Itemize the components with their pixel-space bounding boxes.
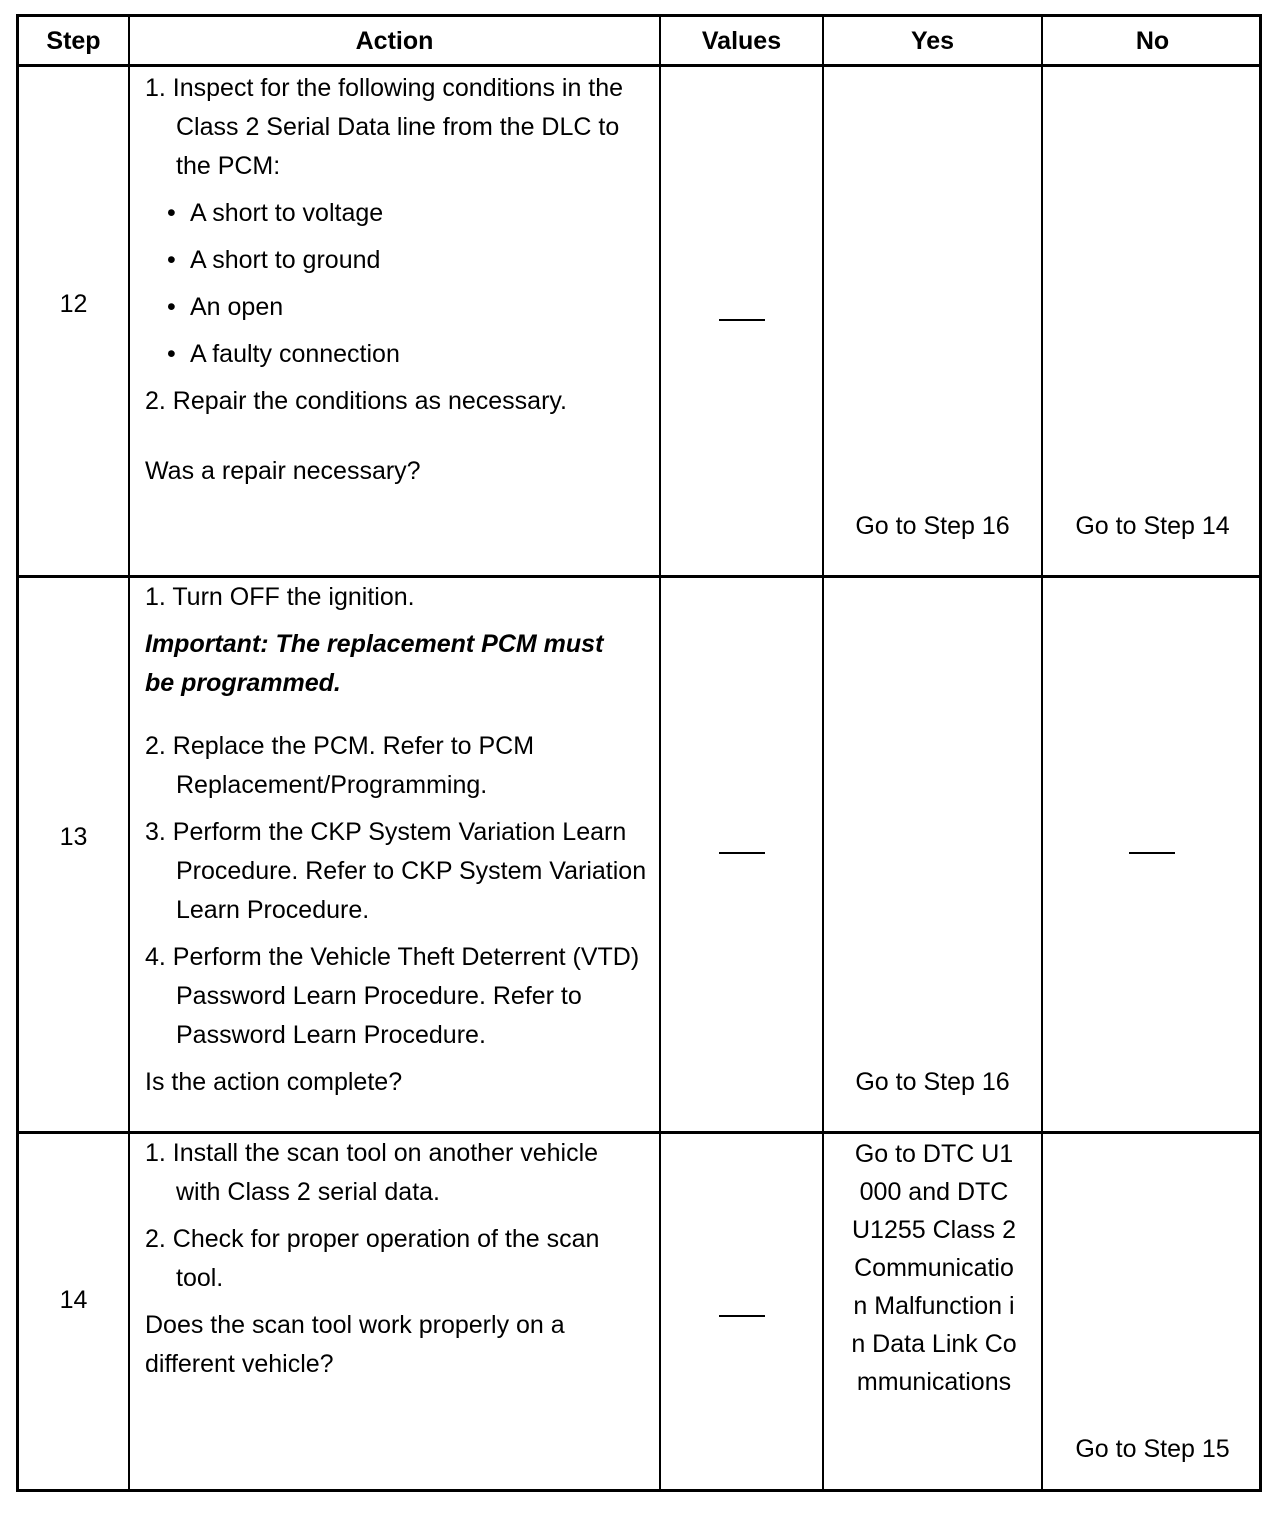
bullet-text: A faulty connection — [190, 340, 400, 368]
list-item — [145, 335, 650, 374]
no-cell: Go to Step 15 — [1075, 1435, 1230, 1463]
column-divider — [822, 17, 824, 1489]
action-cell — [145, 69, 650, 491]
action-cell — [145, 1134, 615, 1384]
action-step: 4. Perform the Vehicle Theft Deterrent (VTD) Password Learn Procedure. Refer to Password Learn Procedure. — [145, 943, 640, 1049]
step-number: 12 — [59, 290, 88, 318]
important-note: Important: The replacement PCM must be programmed. — [145, 630, 604, 697]
action-step: 1. Turn OFF the ignition. — [145, 583, 415, 611]
no-dash — [1129, 852, 1175, 854]
values-dash — [719, 319, 765, 321]
yes-cell: Go to DTC U1000 and DTC U1255 Class 2 Communication Malfunction in Data Link Communications — [851, 1140, 1017, 1396]
values-dash — [719, 1315, 765, 1317]
bullet-text: An open — [190, 293, 284, 321]
action-step: 1. Install the scan tool on another vehicle with Class 2 serial data. — [145, 1139, 599, 1206]
column-divider — [1041, 17, 1043, 1489]
bullet-icon: • — [167, 199, 176, 227]
no-cell: Go to Step 14 — [1075, 512, 1230, 540]
list-item — [145, 194, 650, 233]
step-number: 13 — [59, 823, 88, 851]
header-no: No — [1135, 26, 1170, 55]
bullet-text: A short to ground — [190, 246, 381, 274]
action-step: 3. Perform the CKP System Variation Learn Procedure. Refer to CKP System Variation Learn Procedure. — [145, 818, 647, 924]
action-step: 2. Replace the PCM. Refer to PCM Replacement/Programming. — [145, 732, 535, 799]
action-question: Is the action complete? — [145, 1068, 403, 1096]
bullet-icon: • — [167, 293, 176, 321]
column-divider — [659, 17, 661, 1489]
column-divider — [128, 17, 130, 1489]
step-number: 14 — [59, 1286, 88, 1314]
list-item — [145, 241, 650, 280]
header-action: Action — [355, 26, 434, 55]
header-values: Values — [701, 26, 782, 55]
header-yes: Yes — [910, 26, 955, 55]
list-item — [145, 288, 650, 327]
values-dash — [719, 852, 765, 854]
bullet-icon: • — [167, 246, 176, 274]
diagnostic-table — [16, 14, 1262, 1492]
action-step — [145, 69, 650, 186]
bullet-text: A short to voltage — [190, 199, 384, 227]
header-step: Step — [46, 26, 101, 55]
bullet-icon: • — [167, 340, 176, 368]
yes-cell: Go to Step 16 — [855, 1068, 1010, 1096]
action-question: Was a repair necessary? — [145, 457, 421, 485]
action-step: 2. Repair the conditions as necessary. — [145, 387, 567, 415]
action-question: Does the scan tool work properly on a different vehicle? — [145, 1311, 565, 1378]
action-cell — [145, 578, 650, 1102]
yes-cell: Go to Step 16 — [855, 512, 1010, 540]
action-text: 1. Inspect for the following conditions in the Class 2 Serial Data line from the DLC to the PCM: — [145, 74, 624, 180]
action-step: 2. Check for proper operation of the scan tool. — [145, 1225, 600, 1292]
